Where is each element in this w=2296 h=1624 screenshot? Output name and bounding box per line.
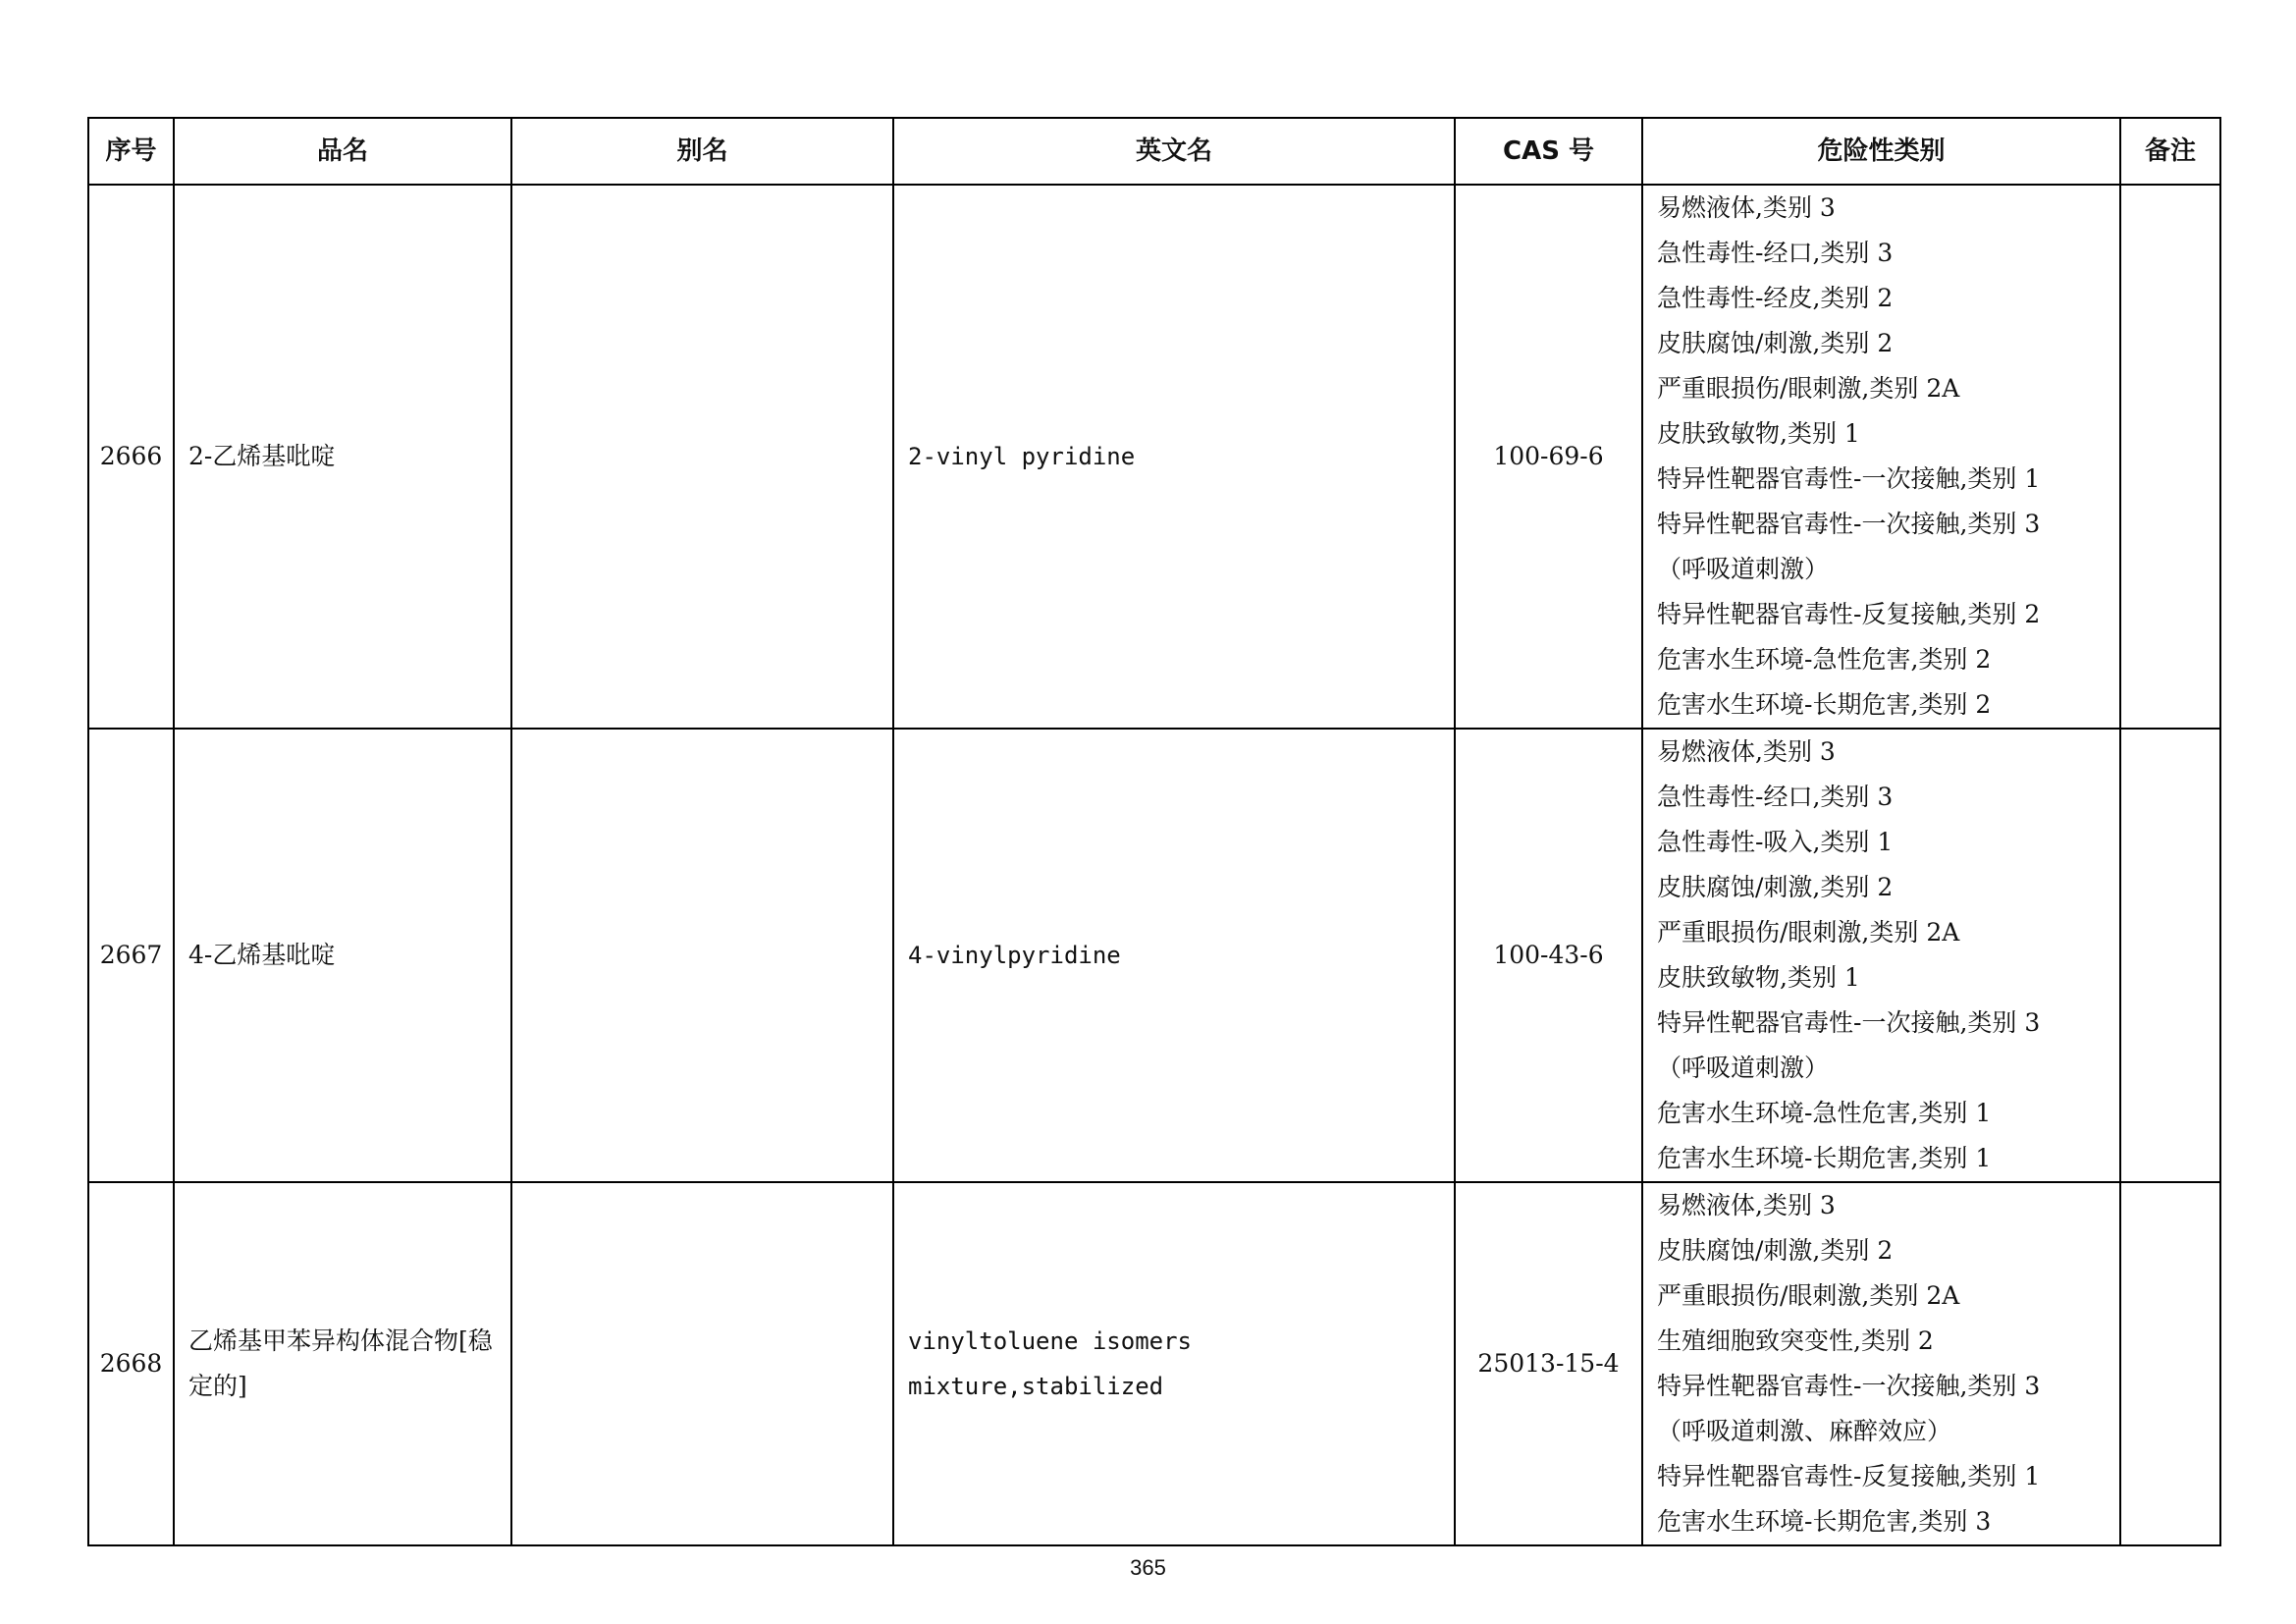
header-hazard: 危险性类别 <box>1642 118 2120 185</box>
cell-hazards <box>1642 729 2120 1182</box>
hazard-item: 急性毒性-吸入,类别 1 <box>1657 828 1894 856</box>
header-remark: 备注 <box>2120 118 2220 185</box>
hazard-item: 特异性靶器官毒性-一次接触,类别 1 <box>1657 464 2041 493</box>
table-row <box>88 1182 2220 1545</box>
hazard-item: 特异性靶器官毒性-一次接触,类别 3 <box>1657 510 2041 538</box>
table-row <box>88 185 2220 729</box>
header-alias: 别名 <box>511 118 893 185</box>
header-english: 英文名 <box>893 118 1455 185</box>
hazard-item: 生殖细胞致突变性,类别 2 <box>1657 1326 1934 1355</box>
hazardous-chemicals-table <box>87 117 2221 1546</box>
hazard-item: 急性毒性-经口,类别 3 <box>1657 783 1894 811</box>
table-row <box>88 729 2220 1182</box>
hazard-item: 易燃液体,类别 3 <box>1657 1191 1836 1219</box>
cell-alias <box>511 185 893 729</box>
hazard-item: 易燃液体,类别 3 <box>1657 737 1836 766</box>
cell-hazards <box>1642 1182 2120 1545</box>
cell-cas: 100-43-6 <box>1455 729 1642 1182</box>
hazard-item: 易燃液体,类别 3 <box>1657 193 1836 222</box>
cell-alias <box>511 1182 893 1545</box>
hazard-item: 特异性靶器官毒性-反复接触,类别 1 <box>1657 1462 2041 1490</box>
cell-cas: 100-69-6 <box>1455 185 1642 729</box>
hazard-item: 皮肤腐蚀/刺激,类别 2 <box>1657 329 1894 357</box>
cell-name: 乙烯基甲苯异构体混合物[稳定的] <box>174 1182 511 1545</box>
header-cas: CAS 号 <box>1455 118 1642 185</box>
table-header <box>88 118 2220 185</box>
hazard-item: 皮肤腐蚀/刺激,类别 2 <box>1657 873 1894 901</box>
hazard-item: 急性毒性-经皮,类别 2 <box>1657 284 1894 312</box>
hazard-item: 危害水生环境-长期危害,类别 1 <box>1657 1144 1992 1172</box>
page-number: 365 <box>1130 1555 1166 1580</box>
hazard-item: 皮肤致敏物,类别 1 <box>1657 963 1860 992</box>
cell-no: 2667 <box>88 729 174 1182</box>
hazard-item: （呼吸道刺激） <box>1657 1054 1830 1082</box>
cell-english: vinyltoluene isomers mixture,stabilized <box>893 1182 1455 1545</box>
hazard-item: 特异性靶器官毒性-反复接触,类别 2 <box>1657 600 2041 628</box>
hazard-item: （呼吸道刺激、麻醉效应） <box>1657 1417 1952 1445</box>
hazard-item: 特异性靶器官毒性-一次接触,类别 3 <box>1657 1372 2041 1400</box>
cell-remark <box>2120 729 2220 1182</box>
header-name: 品名 <box>174 118 511 185</box>
cell-hazards <box>1642 185 2120 729</box>
hazard-item: 严重眼损伤/眼刺激,类别 2A <box>1657 1281 1960 1310</box>
hazard-item: 危害水生环境-急性危害,类别 1 <box>1657 1099 1992 1127</box>
cell-no: 2668 <box>88 1182 174 1545</box>
cell-remark <box>2120 1182 2220 1545</box>
cell-no: 2666 <box>88 185 174 729</box>
hazard-item: 皮肤致敏物,类别 1 <box>1657 419 1860 448</box>
cell-name: 2-乙烯基吡啶 <box>174 185 511 729</box>
cell-english: 2-vinyl pyridine <box>893 185 1455 729</box>
hazard-item: 急性毒性-经口,类别 3 <box>1657 239 1894 267</box>
cell-alias <box>511 729 893 1182</box>
hazard-item: 特异性靶器官毒性-一次接触,类别 3 <box>1657 1008 2041 1037</box>
hazard-item: 危害水生环境-长期危害,类别 3 <box>1657 1507 1992 1536</box>
cell-remark <box>2120 185 2220 729</box>
hazard-item: 危害水生环境-急性危害,类别 2 <box>1657 645 1992 674</box>
cell-english: 4-vinylpyridine <box>893 729 1455 1182</box>
hazard-item: 严重眼损伤/眼刺激,类别 2A <box>1657 918 1960 947</box>
hazard-item: （呼吸道刺激） <box>1657 555 1830 583</box>
hazard-item: 严重眼损伤/眼刺激,类别 2A <box>1657 374 1960 403</box>
cell-cas: 25013-15-4 <box>1455 1182 1642 1545</box>
header-no: 序号 <box>88 118 174 185</box>
table-body <box>88 185 2220 1545</box>
hazard-item: 皮肤腐蚀/刺激,类别 2 <box>1657 1236 1894 1265</box>
hazard-item: 危害水生环境-长期危害,类别 2 <box>1657 690 1992 719</box>
cell-name: 4-乙烯基吡啶 <box>174 729 511 1182</box>
